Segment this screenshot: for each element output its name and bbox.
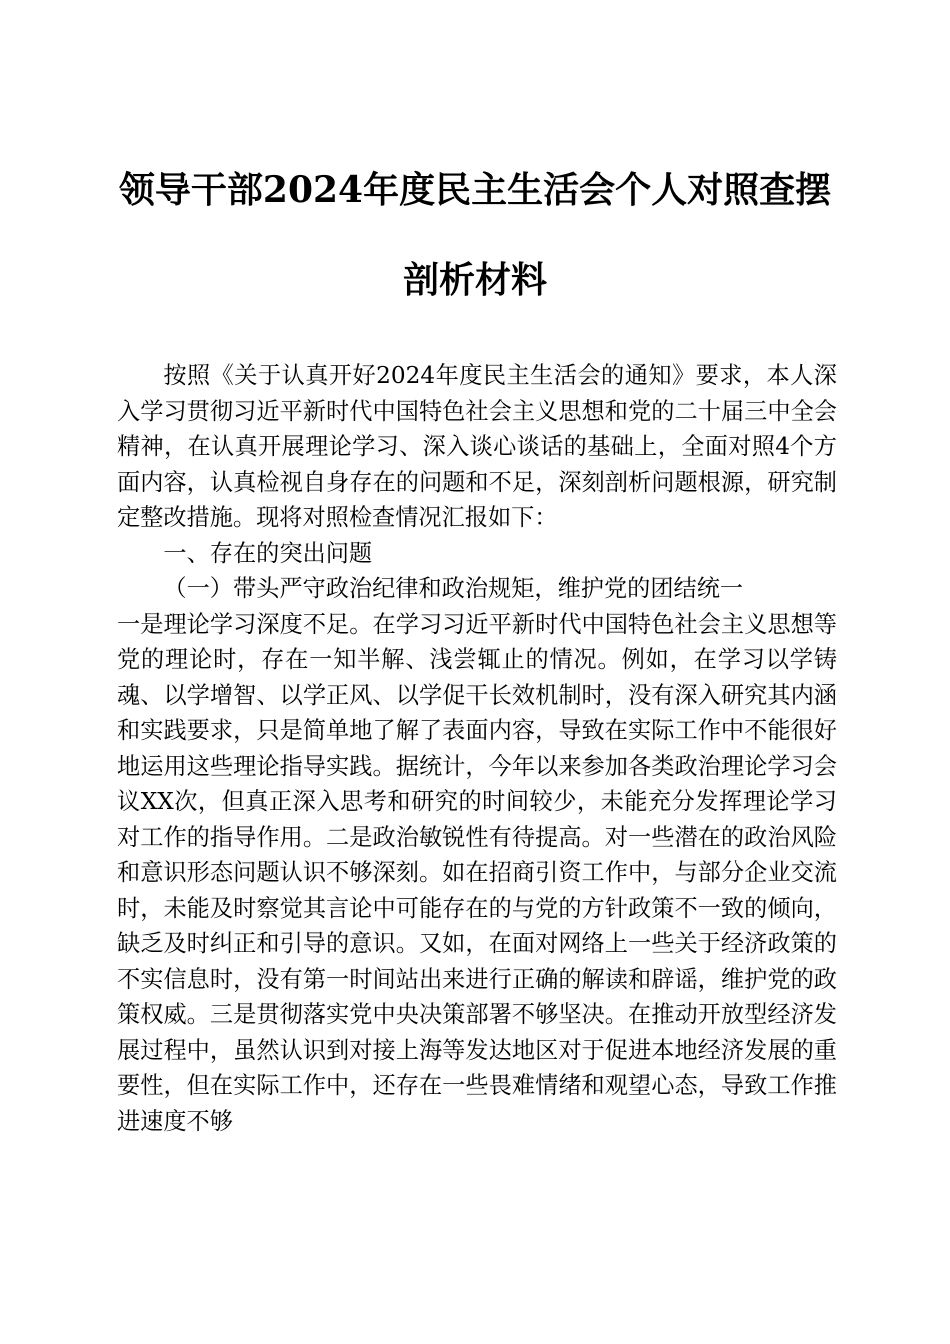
document-body [117, 358, 837, 1139]
subsection-body-paragraph: 一是理论学习深度不足。在学习习近平新时代中国特色社会主义思想等党的理论时，存在一知半解、浅尝辄止的情况。例如，在学习以学铸魂、以学增智、以学正风、以学促干长效机制时，没有深入研究其内涵和实践要求，只是简单地了解了表面内容，导致在实际工作中不能很好地运用这些理论指导实践。据统计，今年以来参加各类政治理论学习会议XX次，但真正深入思考和研究的时间较少，未能充分发挥理论学习对工作的指导作用。二是政治敏锐性有待提高。对一些潜在的政治风险和意识形态问题认识不够深刻。如在招商引资工作中，与部分企业交流时，未能及时察觉其言论中可能存在的与党的方针政策不一致的倾向，缺乏及时纠正和引导的意识。又如，在面对网络上一些关于经济政策的不实信息时，没有第一时间站出来进行正确的解读和辟谣，维护党的政策权威。三是贯彻落实党中央决策部署不够坚决。在推动开放型经济发展过程中，虽然认识到对接上海等发达地区对于促进本地经济发展的重要性，但在实际工作中，还存在一些畏难情绪和观望心态，导致工作推进速度不够 [117, 610, 837, 1135]
title-line-2: 剖析材料 [402, 259, 547, 301]
section-heading: 一、存在的突出问题 [163, 539, 373, 567]
subsection-heading: （一）带头严守政治纪律和政治规矩，维护党的团结统一 [163, 575, 744, 602]
document-title [110, 145, 840, 325]
title-line-1: 领导干部2024年度民主生活会个人对照查摆 [118, 169, 832, 211]
intro-paragraph: 按照《关于认真开好2024年度民主生活会的通知》要求，本人深入学习贯彻习近平新时代中国特色社会主义思想和党的二十届三中全会精神，在认真开展理论学习、深入谈心谈话的基础上，全面对照4个方面内容，认真检视自身存在的问题和不足，深刻剖析问题根源，研究制定整改措施。现将对照检查情况汇报如下： [117, 362, 837, 531]
